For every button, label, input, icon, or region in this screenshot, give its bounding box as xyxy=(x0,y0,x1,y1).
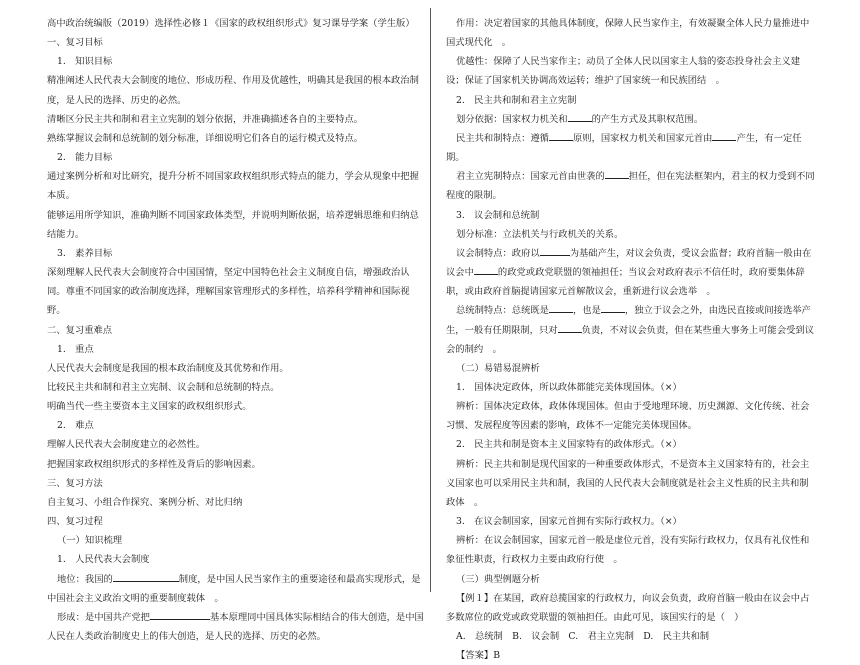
subsection-heading: 3. 素养目标 xyxy=(57,247,113,259)
fill-blank xyxy=(113,572,179,582)
paragraph: 辨析：在议会制国家，国家元首一般是虚位元首，没有实际行政权力，仅具有礼仪性和象征性职责，行政权力主要由政府行使 。 xyxy=(446,535,810,566)
paragraph: 把握国家政权组织形式的多样性及背后的影响因素。 xyxy=(47,458,261,470)
fill-blank xyxy=(549,303,573,313)
paragraph: 地位：我国的 制度，是中国人民当家作主的重要途径和最高实现形式，是中国社会主义政治文明的重要制度载体 。 xyxy=(47,573,421,604)
fill-blank xyxy=(712,131,736,141)
paragraph: 辨析：民主共和制是现代国家的一种重要政体形式，不是资本主义国家特有的，社会主义国家也可以采用民主共和制，我国的人民代表大会制度就是社会主义性质的民主共和制政体 。 xyxy=(446,458,810,508)
subsection-heading: 2. 难点 xyxy=(57,420,94,432)
paragraph: 君主立宪制特点：国家元首由世袭的 担任，但在宪法框架内，君主的权力受到不同程度的限制。 xyxy=(446,171,815,202)
paragraph: 划分依据：国家权力机关和 的产生方式及其职权范围。 xyxy=(456,113,704,125)
fill-blank xyxy=(605,169,629,179)
paragraph: 人民代表大会制度是我国的根本政治制度及其优势和作用。 xyxy=(47,362,289,374)
column-divider xyxy=(430,8,431,592)
section-heading: 二、复习重难点 xyxy=(47,324,113,336)
paragraph: 优越性：保障了人民当家作主；动员了全体人民以国家主人翁的姿态投身社会主义建设；保证了国家机关协调高效运转；维护了国家统一和民族团结 。 xyxy=(446,56,800,87)
left-column xyxy=(47,14,425,646)
document-title: 高中政治统编版（2019）选择性必修１《国家的政权组织形式》复习课导学案（学生版） xyxy=(47,18,415,29)
fill-blank xyxy=(474,265,498,275)
subsection-heading: （一）知识梳理 xyxy=(57,535,123,547)
right-column xyxy=(446,14,816,665)
subsection-heading: 1. 人民代表大会制度 xyxy=(57,554,150,566)
paragraph: 3. 在议会制国家，国家元首拥有实际行政权力。（×） xyxy=(456,516,682,528)
paragraph: 精准阐述人民代表大会制度的地位、形成历程、作用及优越性，明确其是我国的根本政治制度，是人民的选择、历史的必然。 xyxy=(47,75,419,106)
fill-blank xyxy=(601,303,625,313)
section-heading: 三、复习方法 xyxy=(47,477,103,489)
fill-blank xyxy=(549,131,573,141)
subsection-heading: 2. 能力目标 xyxy=(57,152,113,164)
paragraph: 2. 民主共和制是资本主义国家特有的政体形式。（×） xyxy=(456,439,682,451)
paragraph: 明确当代一些主要资本主义国家的政权组织形式。 xyxy=(47,401,252,413)
paragraph: 清晰区分民主共和制和君主立宪制的划分依据，并准确描述各自的主要特点。 xyxy=(47,113,364,125)
paragraph: 熟练掌握议会制和总统制的划分标准，详细说明它们各自的运行模式及特点。 xyxy=(47,132,364,144)
subsection-heading: 3. 议会制和总统制 xyxy=(456,209,540,221)
fill-blank xyxy=(540,246,570,256)
answer-key: 【答案】B xyxy=(456,650,501,662)
fill-blank xyxy=(150,610,210,620)
subsection-heading: （二）易错易混辨析 xyxy=(456,362,540,374)
subsection-heading: （三）典型例题分析 xyxy=(456,573,540,585)
paragraph: 理解人民代表大会制度建立的必然性。 xyxy=(47,439,206,451)
paragraph: 通过案例分析和对比研究，提升分析不同国家政权组织形式特点的能力，学会从现象中把握本质。 xyxy=(47,171,419,202)
subsection-heading: 2. 民主共和制和君主立宪制 xyxy=(456,94,577,106)
paragraph: 深刻理解人民代表大会制度符合中国国情，坚定中国特色社会主义制度自信，增强政治认同。尊重不同国家的政治制度选择，理解国家管理形式的多样性，培养科学精神和国际视野。 xyxy=(47,267,410,317)
paragraph: 作用：决定着国家的其他具体制度，保障人民当家作主，有效凝聚全体人民力量推进中国式现代化 。 xyxy=(446,18,810,49)
subsection-heading: 1. 重点 xyxy=(57,343,94,355)
fill-blank xyxy=(568,112,592,122)
section-heading: 四、复习过程 xyxy=(47,516,103,528)
paragraph: 自主复习、小组合作探究、案例分析、对比归纳 xyxy=(47,496,243,508)
paragraph: 形成：是中国共产党把 基本原理同中国具体实际相结合的伟大创造，是中国人民在人类政治制度史上的伟大创造，是人民的选择、历史的必然。 xyxy=(47,611,424,642)
fill-blank xyxy=(558,323,582,333)
section-heading: 一、复习目标 xyxy=(47,37,103,49)
answer-options: A. 总统制 B. 议会制 C. 君主立宪制 D. 民主共和制 xyxy=(456,631,710,642)
paragraph: 1. 国体决定政体，所以政体都能完美体现国体。（×） xyxy=(456,381,682,393)
paragraph: 划分标准：立法机关与行政机关的关系。 xyxy=(456,228,624,240)
paragraph: 能够运用所学知识，准确判断不同国家政体类型，并说明判断依据，培养逻辑思维和归纳总结能力。 xyxy=(47,209,419,240)
paragraph: 【例１】在某国，政府总揽国家的行政权力，向议会负责，政府首脑一般由在议会中占多数席位的政党或政党联盟的领袖担任。由此可见，该国实行的是（ ） xyxy=(446,592,810,623)
paragraph: 辨析：国体决定政体，政体体现国体。但由于受地理环境、历史渊源、文化传统、社会习惯、发展程度等因素的影响，政体不一定能完美体现国体。 xyxy=(446,401,810,432)
subsection-heading: 1. 知识目标 xyxy=(57,56,113,68)
paragraph: 民主共和制特点：遵循 原则，国家权力机关和国家元首由 产生，有一定任期。 xyxy=(446,132,802,164)
paragraph: 总统制特点：总统既是 ，也是 ，独立于议会之外，由选民直接或间接选举产生，一般有任期限制，只对 负责，不对议会负责，但在某些重大事务上可能会受到议会的制约 。 xyxy=(446,305,815,355)
paragraph: 议会制特点：政府以 为基础产生，对议会负责，受议会监督；政府首脑一般由在议会中 的政党或政党联盟的领袖担任；当议会对政府表示不信任时，政府要集体辞职，或由政府首脑提请国家元首解散议会，重新进行议会选举 。 xyxy=(446,247,812,298)
paragraph: 比较民主共和制和君主立宪制、议会制和总统制的特点。 xyxy=(47,381,280,393)
